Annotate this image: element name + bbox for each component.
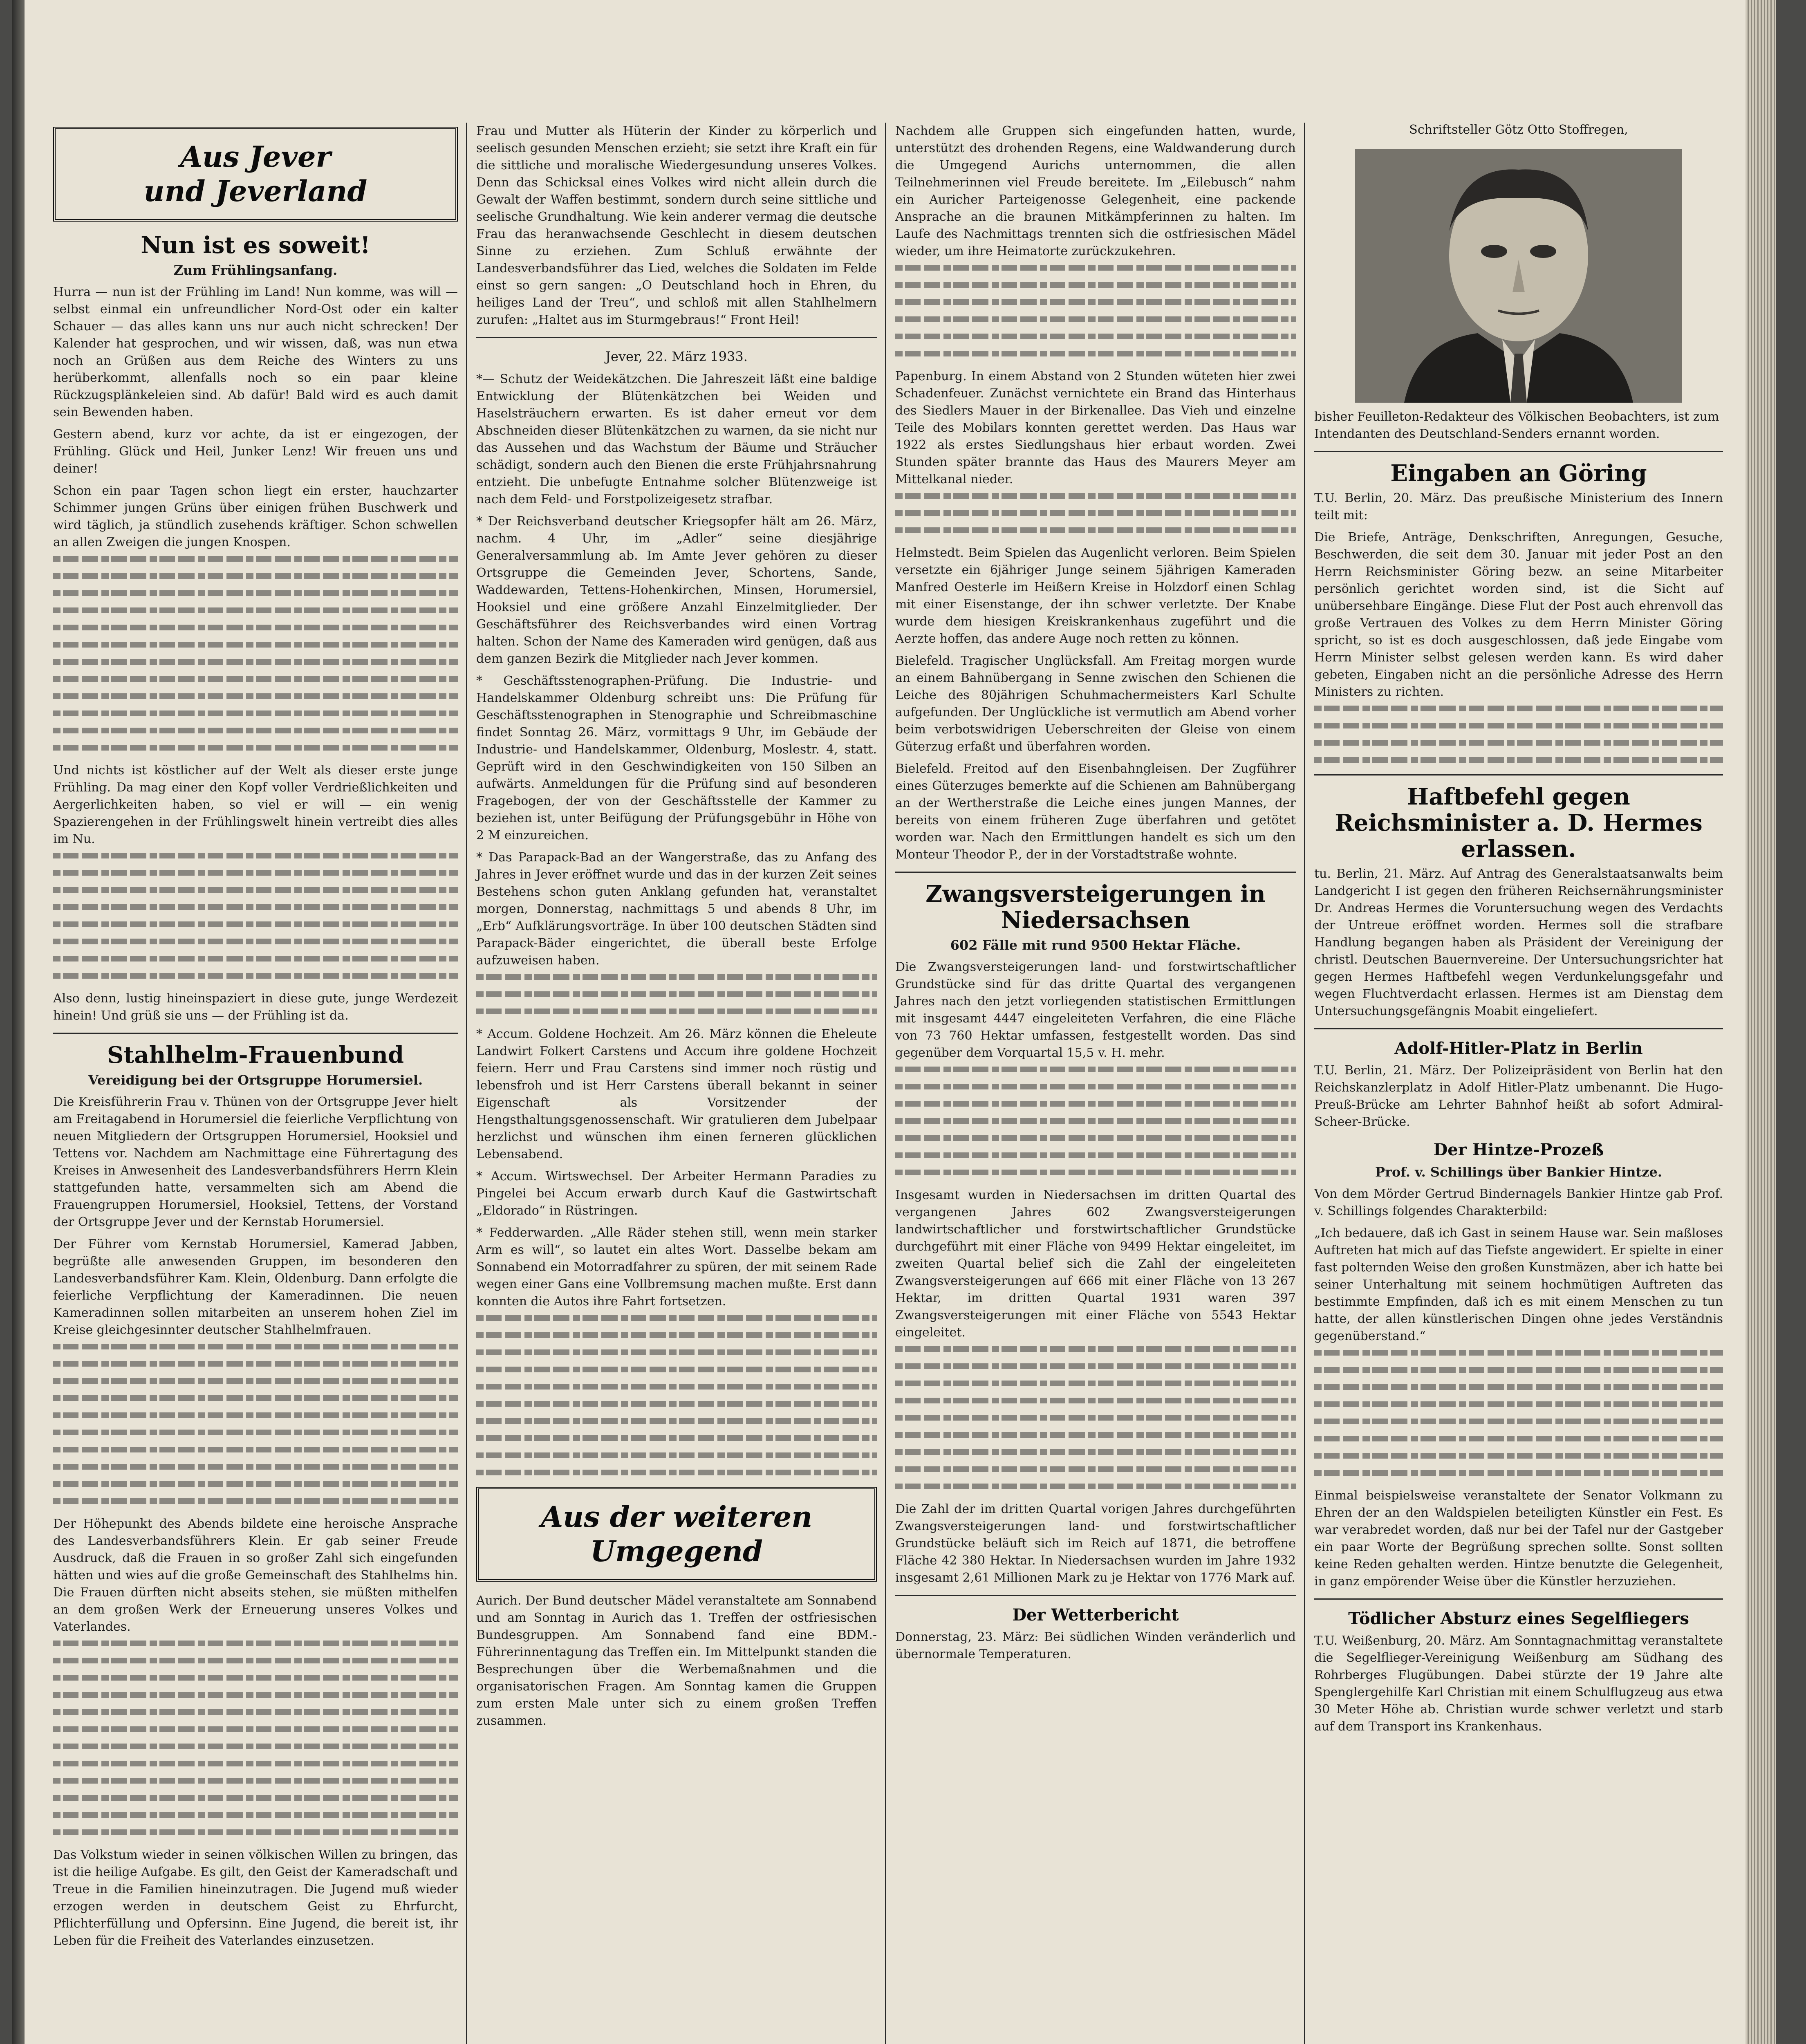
article-paragraph: T.U. Berlin, 20. März. Das preußische Ministerium des Innern teilt mit: [1314,491,1723,522]
column-2 [476,123,877,1735]
subheadline-stahlhelm: Vereidigung bei der Ortsgruppe Horumersiel. [88,1072,423,1088]
article-paragraph: Die Zahl der im dritten Quartal vorigen Jahres durchgeführten Zwangsversteigerungen land- und forstwirtschaftlicher Grundstücke beläuft sich im Reich auf 1871, die betroffene Fläche 42 380 Hektar. In Niedersachsen wurden im Jahre 1932 insgesamt 2,61 Millionen Mark zu je Hektar von 1776 Mark auf. [895,1502,1296,1585]
column-4 [1314,123,1723,1740]
subheadline-spring: Zum Frühlingsanfang. [173,262,338,278]
headline-weather: Der Wetterbericht [1012,1605,1179,1625]
photo-caption-name: Schriftsteller Götz Otto Stoffregen, [1409,123,1628,137]
portrait-image [1355,149,1682,403]
article-paragraph: Die Kreisführerin Frau v. Thünen von der Ortsgruppe Jever hielt am Freitagabend in Horumersiel die feierliche Verpflichtung von neuen Mitgliedern der Ortsgruppen Horumersiel, Hooksiel und Tettens vor. Nachdem am Nachmittage eine Führertagung des Kreises in Anwesenheit des Landesverbandsführers Herrn Klein stattgefunden hatte, versammelten sich am Abend die Frauengruppen Horumersiel, Hooksiel, Tettens, der Vorstand der Ortsgruppe Jever und der Kernstab Horumersiel. [53,1095,458,1229]
divider [1314,451,1723,452]
article-paragraph: Der Führer vom Kernstab Horumersiel, Kamerad Jabben, begrüßte alle anwesenden Gruppen, im besonderen den Landesverbandsführer Kam. Klein, Oldenburg. Dann erfolgte die feierliche Verpflichtung der Kameradinnen. Die neuen Kameradinnen sollen mitarbeiten an unserem hohen Ziel im Kreise gleichgesinnter deutscher Stahlhelmfrauen. [53,1237,458,1337]
article-paragraph: Gestern abend, kurz vor achte, da ist er eingezogen, der Frühling. Glück und Heil, Junker Lenz! Wir freuen uns und deiner! [53,427,458,476]
article-paragraph: Einmal beispielsweise veranstaltete der Senator Volkmann zu Ehren der an den Waldspielen beteiligten Künstler ein Fest. Es war verabredet worden, daß nur bei der Tafel nur der Gastgeber ein paar Worte der Begrüßung sprechen sollte. Sonst sollten keine Reden gehalten werden. Hintze benutzte die Gelegenheit, in ganz empörender Weise über die Künstler herzuziehen. [1314,1488,1723,1589]
news-item: * Accum. Goldene Hochzeit. Am 26. März können die Eheleute Landwirt Folkert Carstens und Accum ihre goldene Hochzeit feiern. Herr und Frau Carstens sind immer noch rüstig und lebensfroh und ist Herr Carstens überall bekannt in seiner Eigenschaft als Vorsitzender der Hengsthaltungsgenossenschaft. Wir gratulieren dem Jubelpaar herzlichst und wünschen ihm einen ferneren glücklichen Lebensabend. [476,1027,877,1161]
faded-text-lines [53,853,458,979]
news-item: * Fedderwarden. „Alle Räder stehen still, wenn mein starker Arm es will“, so lautet ein altes Wort. Dasselbe bekam am Sonnabend ein Motorradfahrer zu spüren, der mit seinem Rade wegen einer Gans eine Vollbremsung machen mußte. Erst dann konnten die Autos ihre Fahrt fortsetzen. [476,1226,877,1309]
faded-text-lines [53,1641,458,1835]
section-header-line-1: Aus Jever [180,140,331,174]
article-paragraph: Also denn, lustig hineinspaziert in diese gute, junge Werdezeit hinein! Und grüß sie uns — der Frühling ist da. [53,991,458,1023]
headline-goering: Eingaben an Göring [1390,460,1647,487]
faded-text-lines [53,556,458,751]
section-header-umgegend [476,1487,877,1582]
portrait-photo [1355,149,1682,403]
headline-hitler-platz: Adolf-Hitler-Platz in Berlin [1394,1039,1643,1058]
subheadline-hintze: Prof. v. Schillings über Bankier Hintze. [1375,1164,1662,1180]
article-paragraph: Insgesamt wurden in Niedersachsen im dritten Quartal des vergangenen Jahres 602 Zwangsversteigerungen landwirtschaftlicher und forstwirtschaftlicher Grundstücke durchgeführt mit einer Fläche von 9499 Hektar eingeleitet, im zweiten Quartal belief sich die Zahl der eingeleiteten Zwangsversteigerungen auf 666 mit einer Fläche von 13 267 Hektar, im dritten Quartal 1931 waren 397 Zwangsversteigerungen mit einer Fläche von 5543 Hektar eingeleitet. [895,1188,1296,1340]
article-paragraph: Von dem Mörder Gertrud Bindernagels Bankier Hintze gab Prof. v. Schillings folgendes Charakterbild: [1314,1187,1723,1218]
divider [1314,1598,1723,1600]
article-paragraph: tu. Berlin, 21. März. Auf Antrag des Generalstaatsanwalts beim Landgericht I ist gegen den früheren Reichsernährungsminister Dr. Andreas Hermes die Voruntersuchung wegen des Verdachts der Untreue eröffnet worden. Hermes soll die strafbare Handlung begangen haben als Präsident der Vereinigung der christl. Deutschen Bauernvereine. Der Untersuchungsrichter hat gegen Hermes Haftbefehl wegen Verdunkelungsgefahr und wegen Fluchtverdacht erlassen. Hermes ist am Dienstag dem Untersuchungsgefängnis Moabit eingeliefert. [1314,867,1723,1018]
page-stack-edge [1746,0,1776,2044]
faded-text-lines [895,265,1296,356]
article-paragraph: Die Briefe, Anträge, Denkschriften, Anregungen, Gesuche, Beschwerden, die seit dem 30. Januar mit jeder Post an den Herrn Reichsminister Göring bezw. an seine Mitarbeiter persönlich gerichtet worden sind, ist die Sicht auf unübersehbare Eingänge. Diese Flut der Post auch ehrenvoll das große Vertrauen des Volkes zu dem Herrn Minister Göring spricht, so ist es doch ausgeschlossen, daß jede Eingabe vom Herrn Minister selbst gelesen werden kann. Es wird daher gebeten, Eingaben nicht an die persönliche Adresse des Herrn Ministers zu richten. [1314,530,1723,699]
news-item: Aurich. Der Bund deutscher Mädel veranstaltete am Sonnabend und am Sonntag in Aurich das 1. Treffen der ostfriesischen Bundesgruppen. Am Sonnabend fand eine BDM.-Führerinnentagung das Treffen ein. Im Mittelpunkt standen die Besprechungen über die Werbemaßnahmen und die organisatorischen Fragen. Am Sonntag kamen die Gruppen zum ersten Male unter sich zu einem großen Treffen zusammen. [476,1594,877,1728]
faded-text-lines [1314,1350,1723,1476]
article-paragraph: Schon ein paar Tagen schon liegt ein erster, hauchzarter Schimmer jungen Grüns über einigen frühen Buschwerk und wird täglich, ja stündlich zusehends kräftiger. Schon schwellen an allen Zweigen die jungen Knospen. [53,484,458,549]
article-paragraph: Nachdem alle Gruppen sich eingefunden hatten, wurde, unterstützt des drohenden Regens, eine Waldwanderung durch die Umgegend Aurichs unternommen, die allen Teilnehmerinnen viel Freude bereitete. Im „Eilebusch“ nahm ein Auricher Parteigenosse Gelegenheit, eine packende Ansprache an die braunen Mitkämpferinnen zu halten. Im Laufe des Nachmittags trennten sich die ostfriesischen Mädel wieder, um ihre Heimatorte zurückzukehren. [895,124,1296,258]
faded-text-lines [895,1346,1296,1489]
news-item: *— Schutz der Weidekätzchen. Die Jahreszeit läßt eine baldige Entwicklung der Blütenkätzchen bei Weiden und Haselsträuchern erwarten. Es ist daher erneut vor dem Abschneiden dieser Blütenkätzchen zu warnen, da sie nicht nur das Aussehen und das Wachstum der Bäume und Sträucher schädigt, sondern auch den Bienen die erste Frühjahrsnahrung entzieht. Die unbefugte Entnahme solcher Blütenzweige ist nach dem Feld- und Forstpolizeigesetz strafbar. [476,372,877,507]
article-paragraph: Das Volkstum wieder in seinen völkischen Willen zu bringen, das ist die heilige Aufgabe. Es gilt, den Geist der Kameradschaft und Treue in die Familien hineinzutragen. Die Jugend muß wieder erzogen werden in deutschem Geist zu Ehrfurcht, Pflichterfüllung und Opfersinn. Eine Jugend, die bereit ist, ihr Leben für die Freiheit des Vaterlandes einzusetzen. [53,1848,458,1948]
headline-glider-crash: Tödlicher Absturz eines Segelfliegers [1348,1609,1689,1628]
column-rule [466,123,467,2044]
article-paragraph: Frau und Mutter als Hüterin der Kinder zu körperlich und seelisch gesunden Menschen erzieht; sie setzt ihre Kraft ein für die sittliche und moralische Wiedergesundung unseres Volkes. Denn das Schicksal eines Volkes wird nicht allein durch die Gewalt der Waffen bestimmt, sondern durch seine sittliche und seelische Grundhaltung. Wie kein anderer vermag die deutsche Frau das heranwachsende Geschlecht in diesem deutschen Sinne zu erziehen. Zum Schluß erwähnte der Landesverbandsführer das Lied, welches die Soldaten im Felde einst so gern sangen: „O Deutschland hoch in Ehren, du heiliges Land der Treu“, und schloß mit allen Stahlhelmern zurufen: „Haltet aus im Sturmgebraus!“ Front Heil! [476,124,877,327]
article-paragraph: Und nichts ist köstlicher auf der Welt als dieser erste junge Frühling. Da mag einer den Kopf voller Verdrießlichkeiten und Aergerlichkeiten haben, so viel er will — ein wenig Spazierengehen in der Frühlingswelt hinein vertreibt dies alles im Nu. [53,763,458,846]
headline-hermes: Haftbefehl gegen Reichsminister a. D. Hermes erlassen. [1335,783,1703,863]
divider [895,872,1296,873]
dateline: Jever, 22. März 1933. [605,349,748,364]
news-item: Bielefeld. Freitod auf den Eisenbahngleisen. Der Zugführer eines Güterzuges bemerkte auf die Schienen am Bahnübergang an der Wertherstraße die Leiche eines jungen Mannes, der bereits von einem früheren Zuge überfahren und getötet worden war. Nach den Ermittlungen handelt es sich um den Monteur Theodor P., der in der Vorstadtstraße wohnte. [895,762,1296,862]
section-header-line-2: Umgegend [590,1534,763,1568]
article-paragraph: Der Höhepunkt des Abends bildete eine heroische Ansprache des Landesverbandsführers Klein. Er gab seiner Freude Ausdruck, daß die Frauen in so großer Zahl sich eingefunden hätten und wies auf die große Gemeinschaft des Stahlhelms hin. Die Frauen dürften nicht abseits stehen, sie müßten mithelfen an dem großen Werk der Erneuerung unseres Volkes und Vaterlandes. [53,1517,458,1634]
photo-caption: bisher Feuilleton-Redakteur des Völkischen Beobachters, ist zum Intendanten des Deutschland-Senders ernannt worden. [1314,410,1719,441]
news-item: Bielefeld. Tragischer Unglücksfall. Am Freitag morgen wurde an einem Bahnübergang in Senne zwischen den Schienen die Leiche des 80jährigen Schuhmachermeisters Karl Schulte aufgefunden. Der Unglückliche ist vermutlich am Abend vorher beim verbotswidrigen Ueberschreiten der Gleise von einem Güterzug erfaßt und überfahren worden. [895,654,1296,754]
article-paragraph: „Ich bedauere, daß ich Gast in seinem Hause war. Sein maßloses Auftreten hat mich auf das Tiefste angewidert. Er spielte in einer fast polternden Weise den großen Kunstmäzen, aber ich hatte bei seiner Unterhaltung mit seinem hochmütigen Auftreten das bestimmte Empfinden, daß ich es mit einem Menschen zu tun hatte, der allen künstlerischen Dingen ohne jedes Verständnis gegenüberstand.“ [1314,1226,1723,1343]
headline-hintze: Der Hintze-Prozeß [1433,1140,1604,1159]
divider [476,337,877,338]
news-item: * Accum. Wirtswechsel. Der Arbeiter Hermann Paradies zu Pingelei bei Accum erwarb durch Kauf die Gastwirtschaft „Eldorado“ in Rüstringen. [476,1169,877,1218]
subheadline-zwangsversteigerungen: 602 Fälle mit rund 9500 Hektar Fläche. [950,937,1241,953]
faded-text-lines [53,1344,458,1504]
section-header-line-1: Aus der weiteren [540,1500,813,1534]
column-1 [53,123,458,1954]
news-item: * Der Reichsverband deutscher Kriegsopfer hält am 26. März, nachm. 4 Uhr, im „Adler“ seine diesjährige Generalversammlung ab. Im Amte Jever gehören zu dieser Ortsgruppe die Gemeinden Jever, Schortens, Sande, Waddewarden, Tettens-Hohenkirchen, Minsen, Horumersiel, Hooksiel und eine größere Anzahl Einzelmitglieder. Der Geschäftsführer des Reichsverbandes wird einen Vortrag halten. Schon der Name des Kameraden wird genügen, daß aus dem ganzen Bezirk die Mitglieder nach Jever kommen. [476,514,877,666]
divider [895,1595,1296,1596]
news-item: * Geschäftsstenographen-Prüfung. Die Industrie- und Handelskammer Oldenburg schreibt uns: Die Prüfung für Geschäftsstenographen in Stenographie und Schreibmaschine findet Sonntag 26. März, vormittags 9 Uhr, im Gebäude der Industrie- und Handelskammer, Oldenburg, Moslestr. 4, statt. Geprüft wird in den Geschwindigkeiten von 150 Silben an aufwärts. Anmeldungen für die Prüfung sind auf besonderen Fragebogen, der von der Geschäftsstelle der Kammer zu beziehen ist, unter Beifügung der Prüfungsgebühr in Höhe von 2 M einzureichen. [476,674,877,843]
article-paragraph: T.U. Weißenburg, 20. März. Am Sonntagnachmittag veranstaltete die Segelflieger-Vereinigung Weißenburg am Südhang des Rohrberges Flugübungen. Dabei stürzte der 19 Jahre alte Spenglergehilfe Karl Christian mit einem Schulflugzeug aus etwa 30 Meter Höhe ab. Christian wurde schwer verletzt und starb auf dem Transport ins Krankenhaus. [1314,1634,1723,1734]
divider [1314,1028,1723,1029]
faded-text-lines [1314,706,1723,763]
section-header-line-2: und Jeverland [143,174,367,208]
article-paragraph: Hurra — nun ist der Frühling im Land! Nun komme, was will — selbst einmal ein unfreundlicher Nord-Ost oder ein kalter Schauer — das alles kann uns nur auch nicht schrecken! Der Kalender hat gesprochen, und wir wissen, daß, was nun etwa noch an Grüßen aus dem Reiche des Winters zu uns herüberkommt, allenfalls noch so ein paar kleine Rückzugsplänkeleien sind. Ab dafür! Bald wird es auch damit sein Bewenden haben. [53,285,458,419]
news-item: Papenburg. In einem Abstand von 2 Stunden wüteten hier zwei Schadenfeuer. Zunächst vernichtete ein Brand das Hinterhaus des Siedlers Mauer in der Birkenallee. Das Vieh und einzelne Teile des Mobilars konnten gerettet werden. Das Haus war 1922 als erstes Siedlungshaus hier erbaut worden. Zwei Stunden später brannte das Haus des Maurers Meyer am Mittelkanal nieder. [895,369,1296,486]
headline-zwangsversteigerungen: Zwangsversteigerungen in Niedersachsen [925,881,1266,934]
column-3 [895,123,1296,1668]
faded-text-lines [895,1067,1296,1175]
news-item: * Das Parapack-Bad an der Wangerstraße, das zu Anfang des Jahres in Jever eröffnet wurde und das in der kurzen Zeit seines Bestehens schon guten Anklang gefunden hat, veranstaltet morgen, Donnerstag, nachmittags 5 und abends 8 Uhr, im „Erb“ Aufklärungsvorträge. In über 100 deutschen Städten sind Parapack-Bäder eingerichtet, die überall beste Erfolge aufzuweisen haben. [476,850,877,968]
article-paragraph: Die Zwangsversteigerungen land- und forstwirtschaftlicher Grundstücke sind für das dritte Quartal des vergangenen Jahres nach den jetzt vorliegenden statistischen Ermittlungen mit insgesamt 4447 eingeleiteten Verfahren, die eine Fläche von 73 760 Hektar umfassen, festgestellt worden. Das sind gegenüber dem Vorquartal 15,5 v. H. mehr. [895,960,1296,1060]
article-paragraph: T.U. Berlin, 21. März. Der Polizeipräsident von Berlin hat den Reichskanzlerplatz in Adolf Hitler-Platz umbenannt. Die Hugo-Preuß-Brücke am Lehrter Bahnhof heißt ab sofort Admiral-Scheer-Brücke. [1314,1063,1723,1129]
faded-text-lines [895,493,1296,533]
divider [1314,774,1723,775]
column-rule [1304,123,1305,2044]
weather-report: Donnerstag, 23. März: Bei südlichen Winden veränderlich und übernormale Temperaturen. [895,1630,1296,1661]
newspaper-page [12,0,1776,2044]
book-gutter [12,0,25,2044]
headline-spring: Nun ist es soweit! [141,232,370,259]
headline-stahlhelm: Stahlhelm-Frauenbund [107,1042,404,1069]
column-rule [885,123,886,2044]
section-header-jever [53,127,458,222]
divider [53,1033,458,1034]
faded-text-lines [476,974,877,1014]
faded-text-lines [476,1315,877,1475]
news-item: Helmstedt. Beim Spielen das Augenlicht verloren. Beim Spielen versetzte ein 6jähriger Junge seinem 5jährigen Kameraden Manfred Oesterle im Heißern Kreise in Holzdorf einen Schlag mit einer Eisenstange, der ihn schwer verletzte. Der Knabe wurde dem hiesigen Kreiskrankenhaus zugeführt und die Aerzte hoffen, das andere Auge noch retten zu können. [895,546,1296,646]
